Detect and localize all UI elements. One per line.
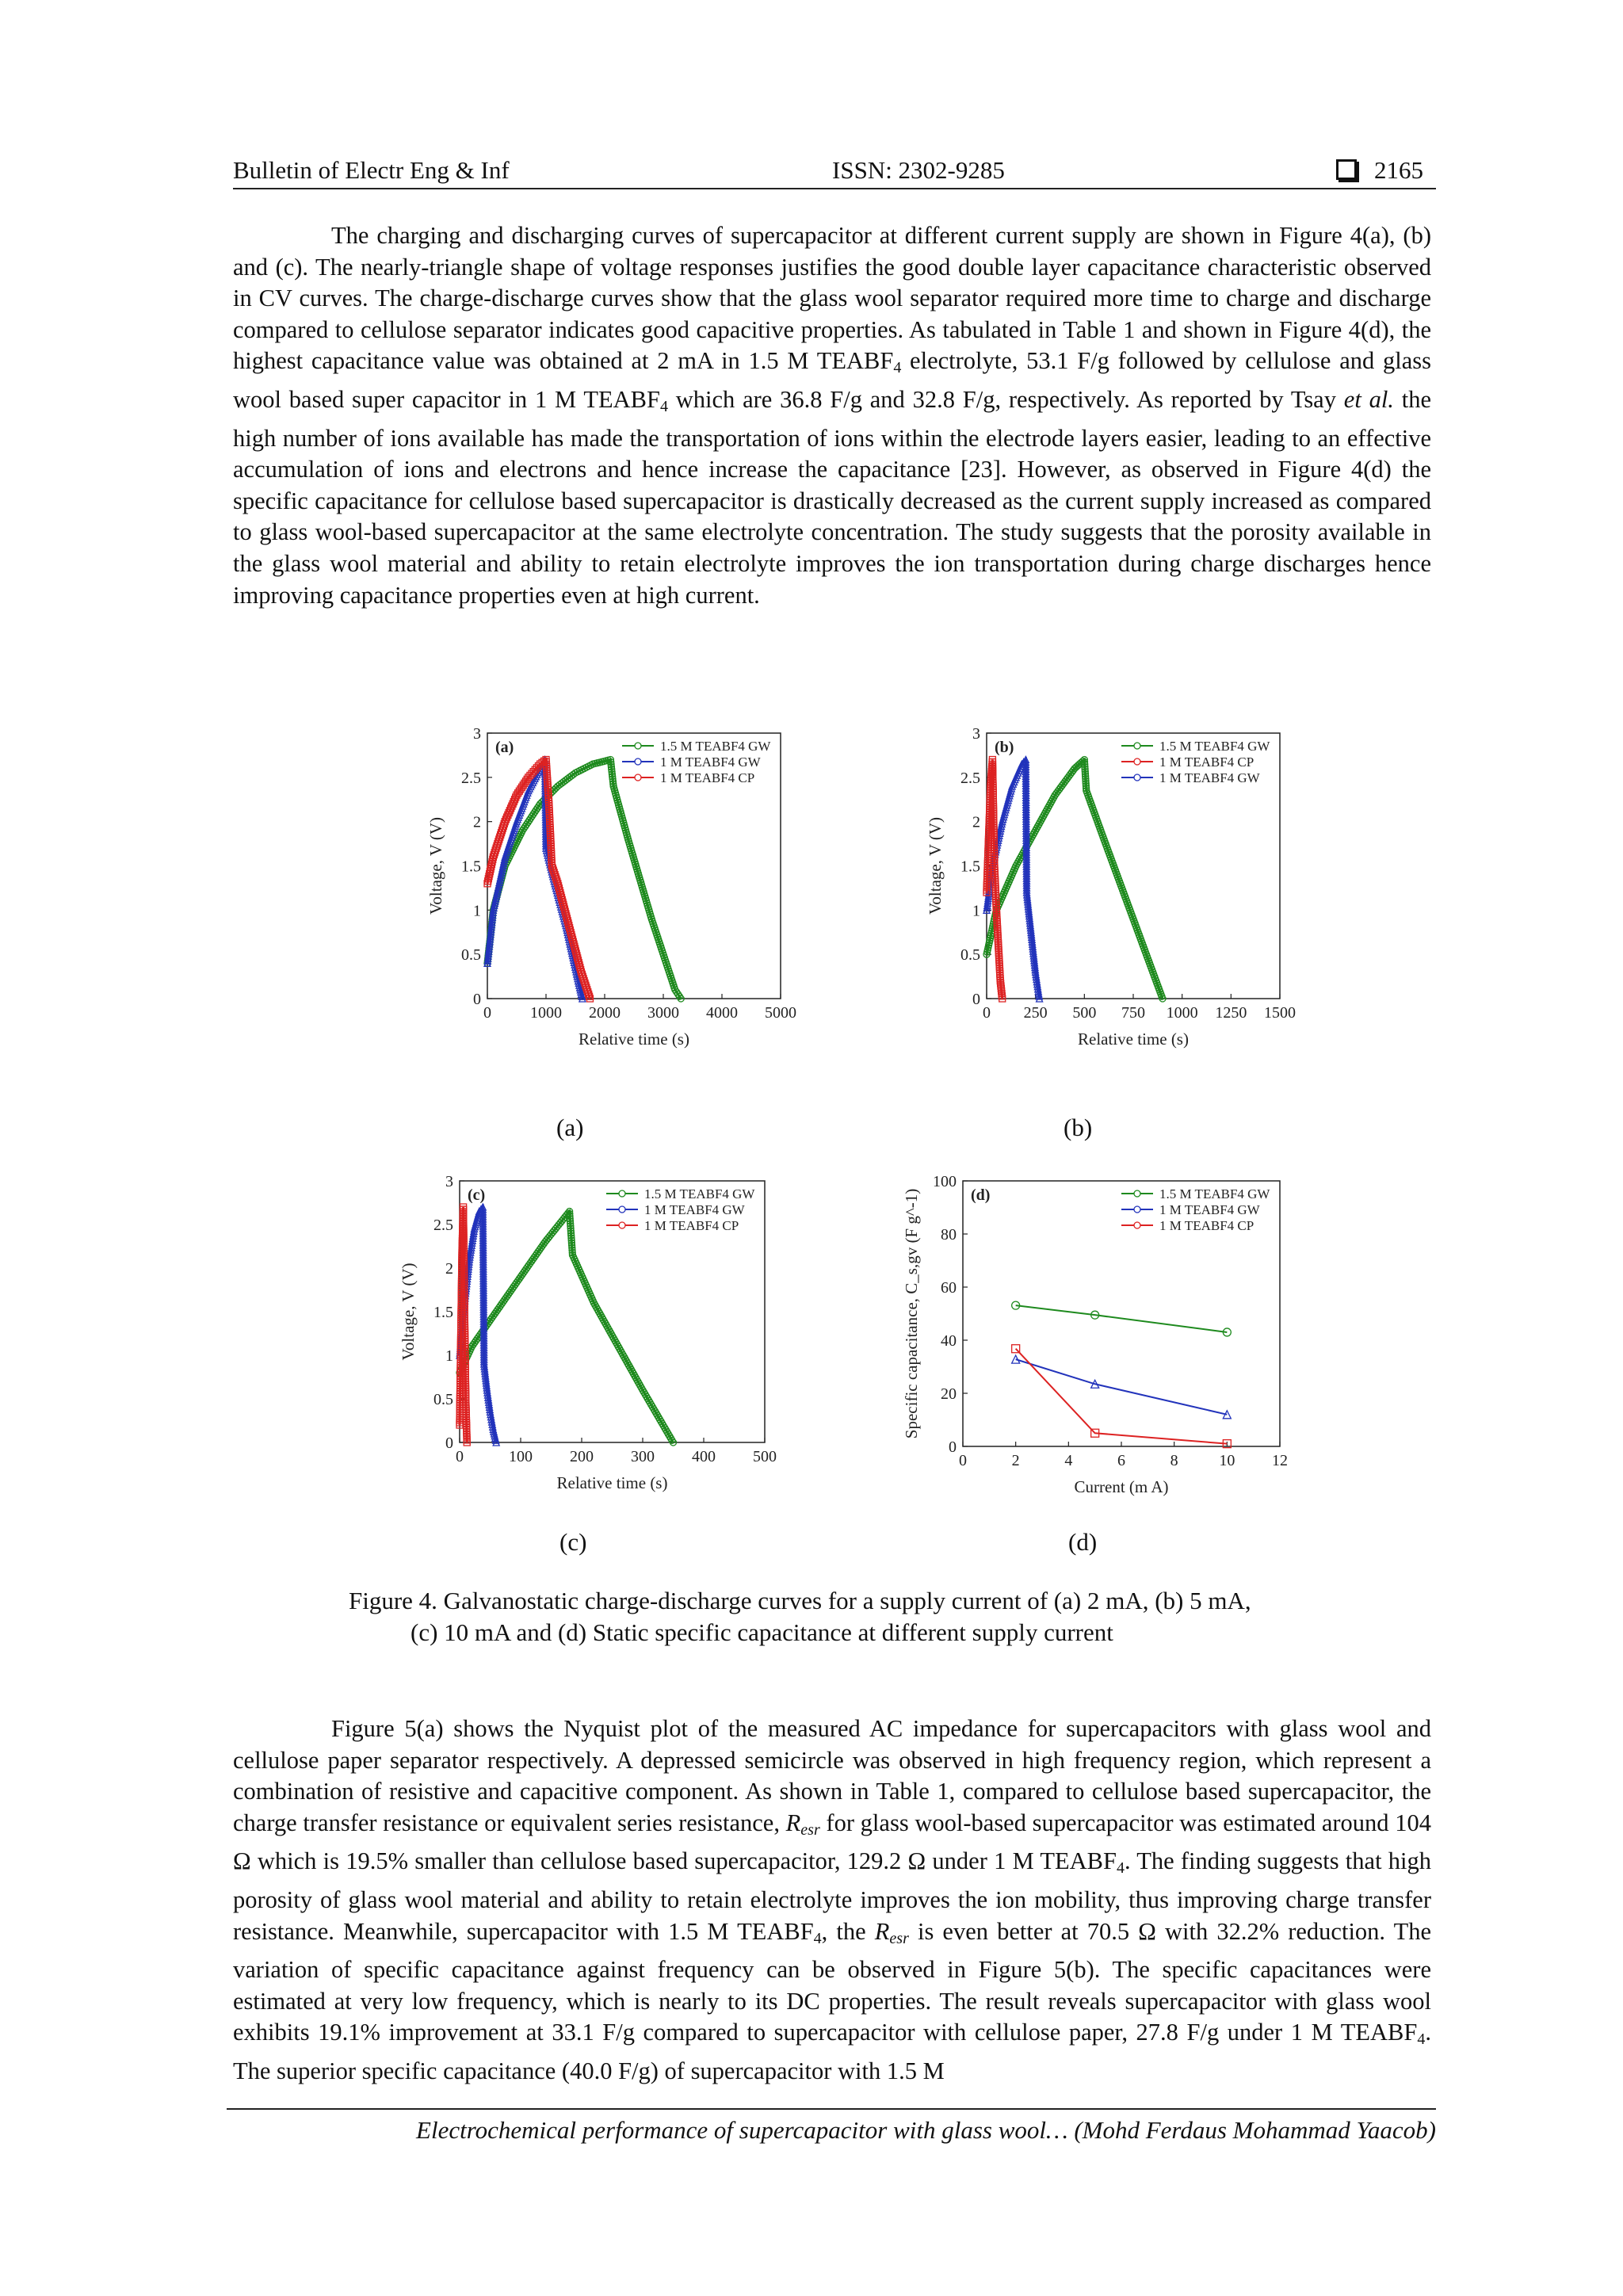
y-tick-label: 3 (473, 725, 481, 743)
x-tick-label: 4 (1064, 1452, 1073, 1469)
x-tick-label: 200 (570, 1448, 594, 1465)
legend-marker (635, 758, 641, 765)
legend-label: 1 M TEABF4 CP (644, 1218, 739, 1233)
x-tick-label: 0 (483, 1004, 491, 1022)
legend-marker (635, 743, 641, 749)
legend-label: 1 M TEABF4 GW (644, 1202, 745, 1217)
y-tick-label: 0 (949, 1438, 957, 1456)
x-tick-label: 400 (692, 1448, 716, 1465)
paragraph-charge-discharge: The charging and discharging curves of supercapacitor at different current supply are shown in Figure 4(a), (b) and (c). The nearly-triangle shape of voltage responses justifies the good double layer capacitance characteristic observed in CV curves. The charge-discharge curves show that the glass wool separator required more time to charge and discharge compared to cellulose separator indicates good capacitive properties. As tabulated in Table 1 and shown in Figure 4(d), the highest capacitance value was obtained at 2 mA in 1.5 M $TEABF_4$ electrolyte, 53.1 F/g followed by cellulose and glass wool based super capacitor in 1 M $TEABF_4$ which are 36.8 F/g and 32.8 F/g, respectively. As reported by Tsay et al. the high number of ions available has made the transportation of ions within the electrode layers easier, leading to an effective accumulation of ions and electrons and hence increase the capacitance [23]. However, as observed in Figure 4(d) the specific capacitance for cellulose based supercapacitor is drastically decreased as the current supply increased as compared to glass wool-based supercapacitor at the same electrolyte concentration. The study suggests that the porosity available in the glass wool material and ability to retain electrolyte improves the ion transportation during charge discharges hence improving capacitance properties even at high current. (233, 222, 1431, 609)
x-tick-label: 3000 (647, 1004, 679, 1022)
x-tick-label: 8 (1170, 1452, 1178, 1469)
x-tick-label: 2000 (589, 1004, 621, 1022)
legend-label: 1.5 M TEABF4 GW (1159, 739, 1270, 754)
legend-label: 1 M TEABF4 CP (1159, 1218, 1254, 1233)
paragraph-nyquist: Figure 5(a) shows the Nyquist plot of the measured AC impedance for supercapacitors with glass wool and cellulose paper separator respectively. A depressed semicircle was observed in high frequency region, which represent a combination of resistive and capacitive component. As shown in Table 1, compared to cellulose based supercapacitor, the charge transfer resistance or equivalent series resistance, $R_{esr}$ for glass wool-based supercapacitor was estimated around 104 Ω which is 19.5% smaller than cellulose based supercapacitor, 129.2 Ω under 1 M $TEABF_4$. The finding suggests that high porosity of glass wool material and ability to retain electrolyte improves the ion mobility, thus improving charge transfer resistance. Meanwhile, supercapacitor with 1.5 M $TEABF_4$, the $R_{esr}$ is even better at 70.5 Ω with 32.2% reduction. The variation of specific capacitance against frequency can be observed in Figure 5(b). The specific capacitances were estimated at very low frequency, which is nearly to its DC properties. The result reveals supercapacitor with glass wool exhibits 19.1% improvement at 33.1 F/g compared to supercapacitor with cellulose paper, 27.8 F/g under 1 M $TEABF_4$. The superior specific capacitance (40.0 F/g) of supercapacitor with 1.5 M (233, 1715, 1432, 2084)
y-axis-label: Voltage, V (V) (399, 1263, 418, 1361)
y-tick-label: 0 (445, 1435, 453, 1452)
panel-label: (d) (971, 1186, 991, 1204)
legend-marker (619, 1206, 625, 1213)
legend-marker (1134, 774, 1140, 781)
figure-caption-line1: Figure 4. Galvanostatic charge-discharge curves for a supply current of (a) 2 mA, (b) 5 mA, (349, 1587, 1251, 1614)
legend-marker (1134, 758, 1140, 765)
legend-marker (635, 774, 641, 781)
y-tick-label: 100 (933, 1173, 957, 1190)
legend-marker (1134, 1206, 1140, 1213)
y-tick-label: 2 (473, 813, 481, 831)
legend-marker (619, 1190, 625, 1197)
x-tick-label: 0 (983, 1004, 991, 1022)
page-number-block (1336, 156, 1423, 185)
y-tick-label: 2.5 (461, 769, 481, 787)
x-tick-label: 2 (1011, 1452, 1020, 1469)
legend-label: 1 M TEABF4 GW (660, 755, 761, 770)
x-axis-label: Relative time (s) (579, 1030, 689, 1049)
y-tick-label: 2.5 (433, 1217, 453, 1234)
y-tick-label: 1 (445, 1347, 453, 1365)
panel-label: (c) (468, 1186, 486, 1204)
issn: ISSN: 2302-9285 (832, 156, 1005, 184)
y-tick-label: 0 (972, 991, 980, 1008)
legend-label: 1 M TEABF4 CP (660, 770, 755, 785)
legend-label: 1.5 M TEABF4 GW (644, 1186, 755, 1201)
legend-label: 1 M TEABF4 GW (1159, 770, 1260, 785)
y-tick-label: 3 (445, 1173, 453, 1190)
checkbox-square-icon (1336, 159, 1357, 180)
y-tick-label: 2 (972, 813, 980, 831)
x-tick-label: 1500 (1264, 1004, 1296, 1022)
y-tick-label: 1 (972, 902, 980, 920)
y-tick-label: 0.5 (960, 946, 980, 965)
y-tick-label: 1.5 (433, 1304, 453, 1321)
y-tick-label: 1 (473, 902, 481, 920)
subfig-label-a: (a) (556, 1114, 584, 1141)
y-axis-label: Voltage, V (V) (426, 816, 445, 915)
figure-caption (349, 1585, 1379, 1648)
y-tick-label: 80 (941, 1226, 957, 1244)
legend-marker (1134, 743, 1140, 749)
series-line (1016, 1349, 1228, 1444)
x-tick-label: 0 (456, 1448, 464, 1465)
y-tick-label: 60 (941, 1279, 957, 1297)
x-tick-label: 10 (1219, 1452, 1235, 1469)
series-line (1016, 1305, 1228, 1332)
x-tick-label: 100 (509, 1448, 533, 1465)
series-line (1016, 1359, 1228, 1415)
legend-marker (1134, 1190, 1140, 1197)
x-tick-label: 250 (1023, 1004, 1048, 1022)
chart-c (388, 1173, 816, 1506)
y-axis-label: Specific capacitance, C_s,gv (F g^-1) (902, 1188, 921, 1439)
legend-label: 1.5 M TEABF4 GW (1159, 1186, 1270, 1201)
y-tick-label: 2 (445, 1260, 453, 1278)
y-tick-label: 0 (473, 991, 481, 1008)
panel-label: (b) (995, 739, 1014, 756)
figure-caption-line2: (c) 10 mA and (d) Static specific capacitance at different supply current (411, 1618, 1113, 1646)
page-footer: Electrochemical performance of supercapacitor with glass wool… (Mohd Ferdaus Mohammad Yaacob) (227, 2108, 1436, 2145)
subfig-label-b: (b) (1064, 1114, 1093, 1141)
data-point (1012, 1355, 1020, 1363)
legend-label: 1 M TEABF4 CP (1159, 755, 1254, 770)
x-axis-label: Current (m A) (1074, 1477, 1169, 1496)
x-tick-label: 1250 (1215, 1004, 1247, 1022)
x-tick-label: 1000 (1166, 1004, 1198, 1022)
legend-marker (1134, 1222, 1140, 1228)
legend-label: 1.5 M TEABF4 GW (660, 739, 771, 754)
y-axis-label: Voltage, V (V) (926, 816, 945, 915)
x-tick-label: 500 (1072, 1004, 1097, 1022)
chart-a (388, 717, 816, 1090)
legend-label: 1 M TEABF4 GW (1159, 1202, 1260, 1217)
y-tick-label: 1.5 (461, 858, 481, 876)
journal-name: Bulletin of Electr Eng & Inf (233, 156, 510, 184)
x-tick-label: 6 (1117, 1452, 1125, 1469)
x-tick-label: 12 (1272, 1452, 1288, 1469)
y-tick-label: 0.5 (433, 1391, 453, 1408)
page-header (233, 155, 1436, 189)
y-tick-label: 1.5 (960, 858, 980, 876)
x-tick-label: 500 (753, 1448, 777, 1465)
x-axis-label: Relative time (s) (556, 1473, 668, 1492)
x-tick-label: 0 (959, 1452, 967, 1469)
y-tick-label: 3 (972, 725, 980, 743)
x-tick-label: 4000 (706, 1004, 738, 1022)
panel-label: (a) (495, 739, 514, 756)
y-tick-label: 0.5 (461, 946, 481, 965)
subfig-label-d: (d) (1068, 1528, 1098, 1556)
x-tick-label: 750 (1121, 1004, 1145, 1022)
x-axis-label: Relative time (s) (1078, 1030, 1189, 1049)
x-tick-label: 1000 (530, 1004, 562, 1022)
x-tick-label: 300 (631, 1448, 655, 1465)
chart-b (888, 717, 1316, 1090)
legend-marker (619, 1222, 625, 1228)
y-tick-label: 2.5 (960, 769, 980, 787)
subfig-label-c: (c) (559, 1528, 587, 1556)
y-tick-label: 40 (941, 1332, 957, 1350)
x-tick-label: 5000 (765, 1004, 796, 1022)
y-tick-label: 20 (941, 1385, 957, 1403)
chart-d (888, 1165, 1316, 1506)
page-number: 2165 (1374, 156, 1423, 184)
